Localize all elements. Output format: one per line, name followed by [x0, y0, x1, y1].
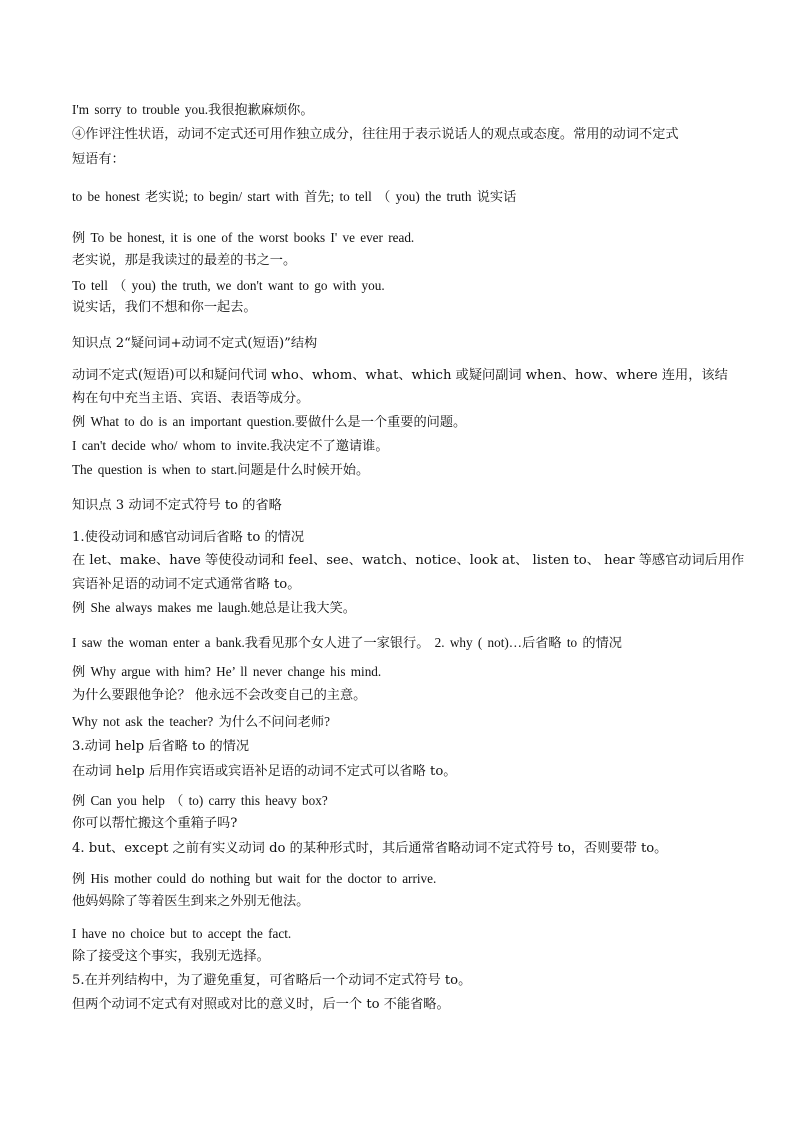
section-heading: 知识点 2“疑问词+动词不定式(短语)”结构: [72, 336, 318, 351]
text-line: 宾语补足语的动词不定式通常省略 to。: [72, 577, 301, 592]
text-line: 例 She always makes me laugh.她总是让我大笑。: [72, 600, 356, 615]
text-line: 例 What to do is an important question.要做什么是一个重要的问题。: [72, 414, 467, 429]
section-heading: 知识点 3 动词不定式符号 to 的省略: [72, 498, 282, 513]
text-line: I saw the woman enter a bank.我看见那个女人进了一家银行。 2. why ( not)…后省略 to 的情况: [72, 635, 622, 650]
text-line: 例 To be honest, it is one of the worst books I' ve ever read.: [72, 230, 415, 245]
text-line: 例 Why argue with him? He’ ll never change his mind.: [72, 664, 382, 679]
text-line: 你可以帮忙搬这个重箱子吗?: [72, 816, 238, 831]
text-line: ④作评注性状语，动词不定式还可用作独立成分，往往用于表示说话人的观点或态度。常用的动词不定式: [72, 127, 679, 142]
text-line: 除了接受这个事实，我别无选择。: [72, 949, 270, 964]
text-line: To tell （ you) the truth, we don't want to go with you.: [72, 278, 385, 293]
text-line: Why not ask the teacher? 为什么不问问老师?: [72, 714, 330, 729]
text-line: I can't decide who/ whom to invite.我决定不了邀请谁。: [72, 438, 389, 453]
text-line: 在动词 help 后用作宾语或宾语补足语的动词不定式可以省略 to。: [72, 764, 457, 779]
text-line: 4. but、except 之前有实义动词 do 的某种形式时，其后通常省略动词不定式符号 to，否则要带 to。: [72, 841, 668, 856]
text-line: 在 let、make、have 等使役动词和 feel、see、watch、notice、look at、 listen to、 hear 等感官动词后用作: [72, 553, 745, 568]
text-line: 为什么要跟他争论？ 他永远不会改变自己的主意。: [72, 688, 367, 703]
text-line: 例 Can you help （ to) carry this heavy box?: [72, 793, 328, 808]
text-line: 说实话，我们不想和你一起去。: [72, 300, 257, 315]
text-line: 老实说，那是我读过的最差的书之一。: [72, 253, 297, 268]
text-line: I'm sorry to trouble you.我很抱歉麻烦你。: [72, 102, 314, 117]
text-line: I have no choice but to accept the fact.: [72, 926, 292, 941]
text-line: The question is when to start.问题是什么时候开始。: [72, 462, 370, 477]
text-line: 5.在并列结构中，为了避免重复，可省略后一个动词不定式符号 to。: [72, 973, 472, 988]
text-line: 他妈妈除了等着医生到来之外别无他法。: [72, 894, 310, 909]
text-line: 1.使役动词和感官动词后省略 to 的情况: [72, 530, 305, 545]
text-line: 构在句中充当主语、宾语、表语等成分。: [72, 391, 310, 406]
text-line: 例 His mother could do nothing but wait for the doctor to arrive.: [72, 871, 437, 886]
text-line: to be honest 老实说; to begin/ start with 首先; to tell （ you) the truth 说实话: [72, 189, 517, 204]
text-line: 动词不定式(短语)可以和疑问代词 who、whom、what、which 或疑问副词 when、how、where 连用，该结: [72, 368, 728, 383]
text-line: 但两个动词不定式有对照或对比的意义时，后一个 to 不能省略。: [72, 997, 450, 1012]
text-line: 短语有：: [72, 152, 125, 167]
text-line: 3.动词 help 后省略 to 的情况: [72, 739, 250, 754]
